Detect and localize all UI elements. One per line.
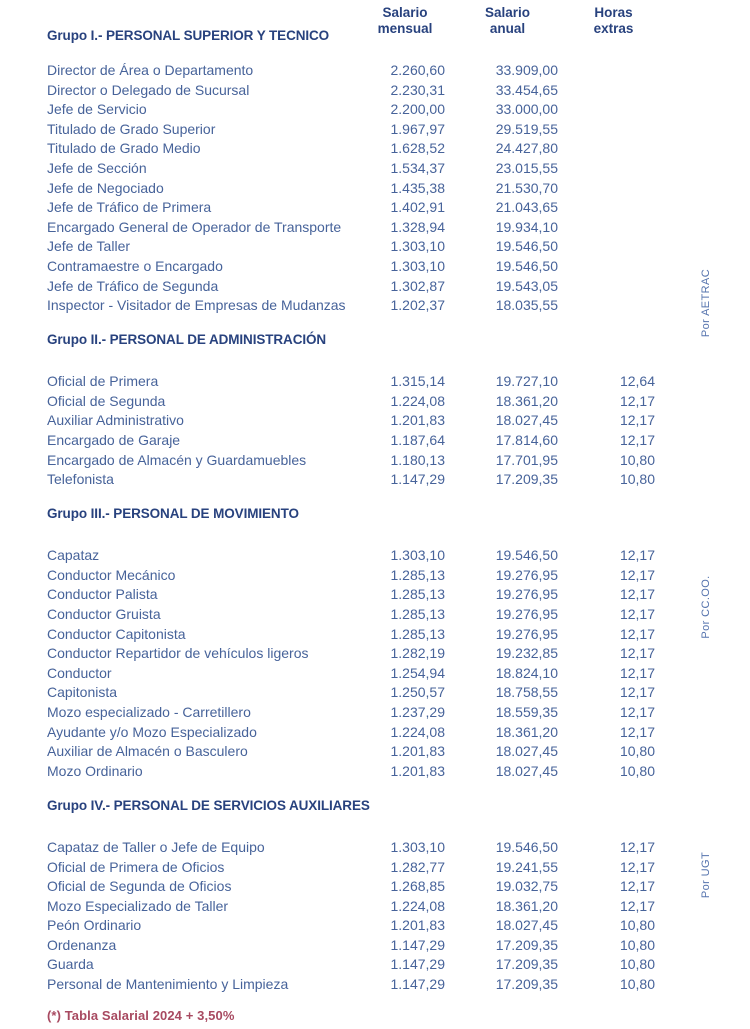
cell-horas-extras: 12,17 — [619, 897, 655, 914]
row-label: Personal de Mantenimiento y Limpieza — [47, 976, 289, 993]
row-label: Capitonista — [47, 684, 118, 701]
cell-salario-anual: 17.814,60 — [495, 432, 558, 448]
cell-salario-anual: 18.027,45 — [495, 762, 558, 779]
cell-horas-extras: 12,17 — [619, 625, 655, 642]
cell-salario-anual: 19.232,85 — [495, 645, 558, 662]
cell-horas-extras: 10,80 — [619, 917, 655, 934]
cell-horas-extras: 10,80 — [619, 451, 655, 468]
cell-salario-mensual: 1.147,29 — [390, 956, 445, 973]
row-label: Oficial de Primera — [47, 373, 159, 390]
row-label: Oficial de Primera de Oficios — [47, 858, 225, 875]
side-label-aetrac: Por AETRAC — [700, 268, 712, 338]
cell-salario-anual: 33.000,00 — [495, 101, 558, 118]
row-label: Mozo Ordinario — [47, 762, 143, 779]
cell-salario-anual: 21.530,70 — [495, 179, 558, 196]
cell-salario-anual: 19.276,95 — [495, 625, 558, 642]
cell-salario-mensual: 1.201,83 — [390, 743, 445, 760]
cell-horas-extras: 12,17 — [619, 606, 655, 623]
cell-salario-anual: 18.361,20 — [495, 723, 558, 740]
cell-salario-anual: 19.546,50 — [495, 257, 558, 274]
column-header-line: extras — [593, 21, 634, 36]
row-label: Jefe de Tráfico de Primera — [47, 199, 212, 216]
cell-salario-anual: 17.701,95 — [495, 451, 558, 468]
group-title-grupo-2: Grupo II.- PERSONAL DE ADMINISTRACIÓN — [47, 332, 327, 348]
row-label: Encargado General de Operador de Transporte — [47, 218, 342, 235]
cell-salario-anual: 17.209,35 — [495, 956, 558, 973]
cell-salario-mensual: 2.200,00 — [390, 101, 445, 118]
cell-salario-mensual: 1.285,13 — [390, 606, 445, 623]
row-label: Conductor Mecánico — [47, 566, 176, 583]
cell-horas-extras: 10,80 — [619, 956, 655, 973]
cell-salario-mensual: 1.147,29 — [390, 471, 445, 488]
column-header-line: mensual — [377, 21, 433, 36]
row-label: Contramaestre o Encargado — [47, 257, 223, 274]
cell-salario-mensual: 1.202,37 — [390, 297, 445, 314]
cell-horas-extras: 12,17 — [619, 664, 655, 681]
cell-salario-mensual: 1.285,13 — [390, 625, 445, 642]
cell-salario-mensual: 1.237,29 — [390, 704, 445, 721]
row-label: Conductor Repartidor de vehículos ligeros — [47, 645, 309, 662]
cell-salario-mensual: 1.328,94 — [390, 218, 445, 235]
cell-horas-extras: 10,80 — [619, 471, 655, 488]
cell-salario-anual: 18.361,20 — [495, 392, 558, 409]
salary-groups — [47, 61, 667, 995]
table-header — [47, 4, 667, 44]
cell-salario-anual: 23.015,55 — [495, 159, 558, 176]
cell-salario-anual: 19.276,95 — [495, 586, 558, 603]
row-label: Conductor Palista — [47, 586, 158, 603]
cell-salario-anual: 18.758,55 — [495, 684, 558, 701]
cell-salario-mensual: 1.435,38 — [390, 179, 445, 196]
cell-salario-mensual: 1.302,87 — [390, 277, 445, 294]
cell-horas-extras: 12,17 — [619, 704, 655, 721]
row-label: Encargado de Almacén y Guardamuebles — [47, 451, 307, 468]
cell-salario-mensual: 1.250,57 — [390, 684, 445, 701]
cell-salario-mensual: 1.224,08 — [390, 897, 445, 914]
cell-horas-extras: 12,64 — [619, 373, 655, 390]
group-rows — [47, 838, 667, 995]
cell-salario-mensual: 1.967,97 — [390, 120, 445, 137]
cell-horas-extras: 12,17 — [619, 392, 655, 409]
cell-horas-extras: 12,17 — [619, 586, 655, 603]
row-label: Titulado de Grado Medio — [47, 140, 201, 157]
cell-salario-anual: 19.276,95 — [495, 566, 558, 583]
cell-salario-anual: 18.027,45 — [495, 743, 558, 760]
group-rows-grid — [47, 838, 667, 995]
cell-salario-anual: 19.546,50 — [495, 238, 558, 255]
cell-salario-mensual: 1.534,37 — [390, 159, 445, 176]
row-label: Titulado de Grado Superior — [47, 120, 216, 137]
group-rows-grid — [47, 546, 667, 781]
cell-salario-mensual: 2.230,31 — [390, 81, 445, 98]
cell-salario-mensual: 1.201,83 — [390, 762, 445, 779]
row-label: Capataz de Taller o Jefe de Equipo — [47, 838, 265, 855]
group-rows — [47, 61, 667, 316]
cell-horas-extras: 12,17 — [619, 432, 655, 448]
side-label-ccoo: Por CC.OO. — [700, 575, 712, 639]
cell-salario-anual: 18.035,55 — [495, 297, 558, 314]
row-label: Conductor Capitonista — [47, 625, 186, 642]
cell-horas-extras: 12,17 — [619, 838, 655, 855]
group-rows-grid — [47, 61, 667, 316]
cell-salario-anual: 19.546,50 — [495, 838, 558, 855]
salary-group — [47, 506, 667, 781]
column-header-line: Salario — [484, 5, 531, 20]
cell-horas-extras: 12,17 — [619, 723, 655, 740]
column-header-line: anual — [489, 21, 526, 36]
cell-salario-mensual: 1.282,77 — [390, 858, 445, 875]
row-label: Auxiliar de Almacén o Basculero — [47, 743, 248, 760]
row-label: Auxiliar Administrativo — [47, 412, 184, 429]
column-header-line: Horas — [594, 5, 633, 20]
row-label: Ordenanza — [47, 936, 117, 953]
cell-salario-anual: 19.727,10 — [495, 373, 558, 390]
cell-salario-mensual: 1.268,85 — [390, 878, 445, 895]
row-label: Mozo especializado - Carretillero — [47, 704, 251, 721]
cell-salario-mensual: 1.147,29 — [390, 976, 445, 993]
column-header-line: Salario — [382, 5, 428, 20]
cell-horas-extras: 10,80 — [619, 936, 655, 953]
group-title-grupo-1: Grupo I.- PERSONAL SUPERIOR Y TECNICO — [47, 28, 330, 43]
footnote: (*) Tabla Salarial 2024 + 3,50% — [47, 1007, 235, 1023]
row-label: Director de Área o Departamento — [47, 62, 254, 78]
group-title-grupo-4: Grupo IV.- PERSONAL DE SERVICIOS AUXILIARES — [47, 797, 370, 813]
group-rows — [47, 546, 667, 781]
salary-group — [47, 61, 667, 316]
cell-salario-mensual: 1.303,10 — [390, 257, 445, 274]
cell-salario-mensual: 1.282,19 — [390, 645, 445, 662]
row-label: Inspector - Visitador de Empresas de Mudanzas — [47, 297, 346, 314]
cell-salario-mensual: 1.285,13 — [390, 566, 445, 583]
group-rows-grid — [47, 372, 667, 490]
cell-horas-extras: 12,17 — [619, 645, 655, 662]
row-label: Peón Ordinario — [47, 917, 142, 934]
row-label: Jefe de Negociado — [47, 179, 164, 196]
cell-horas-extras: 12,17 — [619, 412, 655, 429]
cell-salario-mensual: 1.224,08 — [390, 392, 445, 409]
column-header-horas-extras — [565, 4, 662, 37]
cell-salario-anual: 17.209,35 — [495, 976, 558, 993]
cell-salario-anual: 17.209,35 — [495, 936, 558, 953]
cell-salario-mensual: 1.201,83 — [390, 917, 445, 934]
row-label: Conductor Gruista — [47, 606, 161, 623]
cell-salario-mensual: 1.201,83 — [390, 412, 445, 429]
row-label: Jefe de Sección — [47, 159, 147, 176]
row-label: Telefonista — [47, 471, 114, 488]
cell-salario-anual: 29.519,55 — [495, 120, 558, 137]
cell-salario-mensual: 1.303,10 — [390, 238, 445, 255]
cell-horas-extras: 10,80 — [619, 762, 655, 779]
cell-salario-anual: 18.559,35 — [495, 704, 558, 721]
row-label: Conductor — [47, 664, 112, 681]
cell-horas-extras: 10,80 — [619, 743, 655, 760]
cell-salario-mensual: 1.254,94 — [390, 664, 445, 681]
row-label: Encargado de Garaje — [47, 432, 181, 448]
cell-salario-anual: 19.543,05 — [495, 277, 558, 294]
group-title-grupo-3: Grupo III.- PERSONAL DE MOVIMIENTO — [47, 506, 299, 522]
cell-salario-mensual: 1.147,29 — [390, 936, 445, 953]
cell-salario-mensual: 1.315,14 — [390, 373, 445, 390]
cell-salario-mensual: 1.187,64 — [390, 432, 445, 448]
cell-salario-anual: 18.027,45 — [495, 917, 558, 934]
cell-horas-extras: 12,17 — [619, 858, 655, 875]
cell-salario-anual: 17.209,35 — [495, 471, 558, 488]
group-rows — [47, 372, 667, 490]
cell-salario-mensual: 1.303,10 — [390, 838, 445, 855]
row-label: Jefe de Servicio — [47, 101, 147, 118]
table-content — [47, 4, 667, 1023]
row-label: Director o Delegado de Sucursal — [47, 81, 250, 98]
cell-salario-anual: 18.361,20 — [495, 897, 558, 914]
row-label: Jefe de Tráfico de Segunda — [47, 277, 219, 294]
cell-salario-anual: 19.546,50 — [495, 547, 558, 564]
cell-horas-extras: 12,17 — [619, 684, 655, 701]
cell-salario-mensual: 1.180,13 — [390, 451, 445, 468]
cell-salario-mensual: 1.224,08 — [390, 723, 445, 740]
row-label: Oficial de Segunda de Oficios — [47, 878, 232, 895]
salary-group — [47, 332, 667, 490]
cell-horas-extras: 12,17 — [619, 878, 655, 895]
cell-horas-extras: 12,17 — [619, 547, 655, 564]
side-label-ugt: Por UGT — [700, 851, 712, 899]
cell-salario-anual: 19.032,75 — [495, 878, 558, 895]
row-label: Capataz — [47, 547, 100, 564]
cell-salario-anual: 33.454,65 — [495, 81, 558, 98]
salary-group — [47, 798, 667, 995]
cell-salario-mensual: 1.628,52 — [390, 140, 445, 157]
cell-salario-anual: 21.043,65 — [495, 199, 558, 216]
cell-salario-anual: 24.427,80 — [495, 140, 558, 157]
row-label: Guarda — [47, 956, 94, 973]
cell-salario-mensual: 1.303,10 — [390, 547, 445, 564]
row-label: Oficial de Segunda — [47, 392, 166, 409]
cell-salario-anual: 19.934,10 — [495, 218, 558, 235]
row-label: Jefe de Taller — [47, 238, 131, 255]
column-header-salario-anual — [450, 4, 565, 37]
cell-salario-anual: 19.276,95 — [495, 606, 558, 623]
cell-horas-extras: 10,80 — [619, 976, 655, 993]
cell-salario-mensual: 1.402,91 — [390, 199, 445, 216]
cell-salario-anual: 18.824,10 — [495, 664, 558, 681]
column-header-salario-mensual — [360, 4, 450, 37]
cell-salario-anual: 33.909,00 — [495, 62, 558, 78]
cell-salario-anual: 18.027,45 — [495, 412, 558, 429]
cell-salario-mensual: 2.260,60 — [390, 62, 445, 78]
cell-salario-mensual: 1.285,13 — [390, 586, 445, 603]
cell-salario-anual: 19.241,55 — [495, 858, 558, 875]
cell-horas-extras: 12,17 — [619, 566, 655, 583]
row-label: Ayudante y/o Mozo Especializado — [47, 723, 257, 740]
row-label: Mozo Especializado de Taller — [47, 897, 229, 914]
